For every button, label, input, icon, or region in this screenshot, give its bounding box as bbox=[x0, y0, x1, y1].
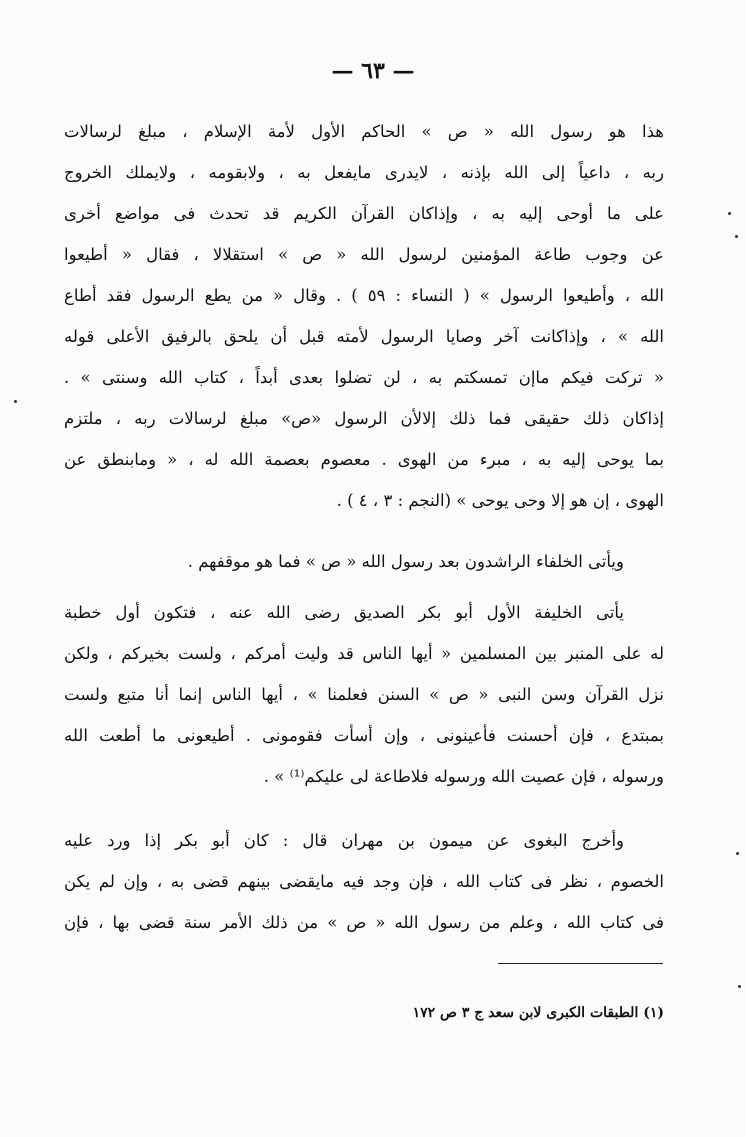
text-line: إذاكان ذلك حقيقى فما ذلك إلالأن الرسول «ص» مبلغ لرسالات ربه ، ملتزم bbox=[64, 409, 664, 428]
text-line: الله » ، وإذاكانت آخر وصايا الرسول لأمته قبل أن يلحق بالرفيق الأعلى قوله bbox=[64, 327, 664, 346]
text-line: الله ، وأطيعوا الرسول » ( النساء : ٥٩ ) . وقال « من يطع الرسول فقد أطاع bbox=[64, 286, 664, 305]
text-line: وأخرج البغوى عن ميمون بن مهران قال : كان أبو بكر إذا ورد عليه bbox=[64, 831, 624, 850]
text-line: بمبتدع ، فإن أحسنت فأعينونى ، وإن أسأت فقومونى . أطيعونى ما أطعت الله bbox=[64, 726, 664, 745]
text-line: هذا هو رسول الله « ص » الحاكم الأول لأمة الإسلام ، مبلغ لرسالات bbox=[64, 122, 664, 141]
text-line: عن وجوب طاعة المؤمنين لرسول الله « ص » استقلالا ، فقال « أطيعوا bbox=[64, 245, 664, 264]
text-line: الهوى ، إن هو إلا وحى يوحى » (النجم : ٣ ، ٤ ) . bbox=[336, 491, 664, 510]
scan-speck bbox=[738, 985, 741, 988]
text-line: ورسوله ، فإن عصيت الله ورسوله فلاطاعة لى عليكم⁽¹⁾ » . bbox=[263, 767, 664, 786]
scan-speck bbox=[735, 235, 738, 238]
text-line: يأتى الخليفة الأول أبو بكر الصديق رضى الله عنه ، فتكون أول خطبة bbox=[64, 603, 624, 622]
footnote-divider bbox=[498, 963, 663, 964]
text-line: على ما أوحى إليه به ، وإذاكان القرآن الكريم قد تحدث فى مواضع أخرى bbox=[64, 204, 664, 223]
scan-speck bbox=[14, 400, 17, 403]
paragraph-4 bbox=[64, 820, 664, 943]
paragraph-1 bbox=[64, 111, 664, 521]
text-line: نزل القرآن وسن النبى « ص » السنن فعلمنا » ، أيها الناس إنما أنا متبع ولست bbox=[64, 685, 664, 704]
scan-speck bbox=[736, 852, 739, 855]
text-line: الخصوم ، نظر فى كتاب الله ، فإن وجد فيه مايقضى بينهم قضى به ، وإن لم يكن bbox=[64, 872, 664, 891]
scan-speck bbox=[728, 212, 731, 215]
paragraph-3 bbox=[64, 592, 664, 797]
paragraph-2 bbox=[64, 541, 664, 582]
footnote: (١) الطبقات الكبرى لابن سعد ج ٣ ص ١٧٢ bbox=[412, 1005, 664, 1021]
page-number: — ٦٣ — bbox=[331, 58, 415, 84]
text-line: فى كتاب الله ، وعلم من رسول الله « ص » من ذلك الأمر سنة قضى بها ، فإن bbox=[64, 913, 664, 932]
text-line: ويأتى الخلفاء الراشدون بعد رسول الله « ص » فما هو موقفهم . bbox=[187, 552, 624, 571]
text-line: « تركت فيكم ماإن تمسكتم به ، لن تضلوا بعدى أبداً ، كتاب الله وسنتى » . bbox=[64, 368, 664, 387]
text-line: له على المنبر بين المسلمين « أيها الناس قد وليت أمركم ، ولست بخيركم ، ولكن bbox=[64, 644, 664, 663]
text-line: بما يوحى إليه به ، مبرء من الهوى . معصوم بعصمة الله له ، « ومابنطق عن bbox=[64, 450, 664, 469]
text-line: ربه ، داعياً إلى الله بإذنه ، لايدرى مايفعل به ، ولابقومه ، ولايملك الخروج bbox=[64, 163, 664, 182]
